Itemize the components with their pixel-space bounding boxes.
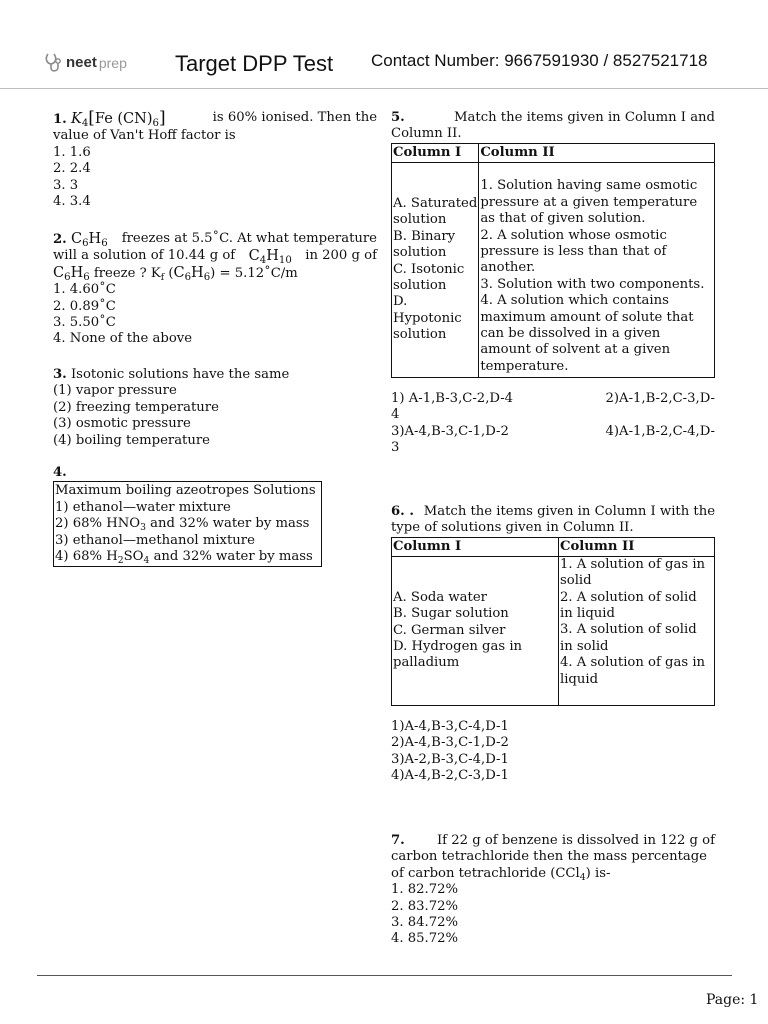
question-3-number: 3. <box>53 367 67 382</box>
question-1-stem-line2: value of Van't Hoff factor is <box>53 128 236 144</box>
question-3-stem-text: Isotonic solutions have the same <box>66 367 290 382</box>
stethoscope-icon <box>44 52 64 74</box>
formula-c4h10: $C_4H_{10}$ <box>248 248 292 267</box>
question-5-option: 1) A-1,B-3,C-2,D-4 <box>391 390 514 406</box>
logo-neet-text: neet <box>66 53 97 71</box>
question-1-stem-rest: is 60% ionised. Then the <box>212 110 377 125</box>
question-1 <box>53 110 377 210</box>
question-5-number: 5. <box>391 110 405 125</box>
question-6-number: 6. . <box>391 504 414 519</box>
question-7-option: 2. 83.72% <box>391 898 459 914</box>
question-2-stem-line1 <box>53 231 377 248</box>
question-4 <box>53 465 377 567</box>
question-7-stem-line1 <box>391 833 715 849</box>
column-1-cell: A. Soda water B. Sugar solution C. German silver D. Hydrogen gas in palladium <box>392 556 559 705</box>
question-4-option: 1) ethanol—water mixture <box>55 499 231 515</box>
formula-c6h6: $C_6H_6$ <box>173 264 211 283</box>
table-row <box>392 162 715 377</box>
formula-c6h6: $C_6H_6$ <box>70 231 108 249</box>
table-header-row <box>392 537 715 556</box>
question-1-stem-line1 <box>53 110 377 128</box>
question-6-option: 4)A-4,B-2,C-3,D-1 <box>391 768 509 784</box>
formula-c6h6: $C_6H_6$ <box>53 264 90 283</box>
question-3-option: (2) freezing temperature <box>53 399 219 415</box>
question-2-option: 3. 5.50˚C <box>53 315 116 331</box>
question-4-number: 4. <box>53 465 67 480</box>
question-5-option: 2)A-1,B-2,C-3,D- <box>605 390 715 406</box>
question-7-stem: If 22 g of benzene is dissolved in 122 g of <box>436 833 715 848</box>
contact-number: Contact Number: 9667591930 / 8527521718 <box>371 51 708 70</box>
question-2-stem-line2 <box>53 248 377 267</box>
question-5-option: 3)A-4,B-3,C-1,D-2 <box>391 423 509 439</box>
question-3-stem <box>53 367 377 383</box>
question-5-table <box>391 143 715 378</box>
question-1-option: 2. 2.4 <box>53 161 91 177</box>
question-6 <box>391 504 715 784</box>
column-header: Column II <box>559 537 715 556</box>
question-5-option-wrap: 3 <box>391 440 400 456</box>
question-1-option: 1. 1.6 <box>53 144 91 160</box>
question-2-stem-part: freezes at 5.5˚C. At what temperature <box>121 231 377 246</box>
question-4-option: 3) ethanol—methanol mixture <box>55 532 255 548</box>
column-header: Column II <box>479 143 715 162</box>
question-7-option: 1. 82.72% <box>391 882 459 898</box>
column-2-cell: 1. A solution of gas in solid 2. A solution of solid in liquid 3. A solution of solid in solid 4. A solution of gas in liquid <box>559 556 715 705</box>
brand-logo <box>44 52 127 74</box>
page-title: Target DPP Test <box>175 51 334 76</box>
question-3 <box>53 367 377 449</box>
question-2-option: 4. None of the above <box>53 331 193 347</box>
question-7-stem: carbon tetrachloride then the mass percentage <box>391 849 707 865</box>
question-6-stem-line1 <box>391 504 715 520</box>
question-6-option: 2)A-4,B-3,C-1,D-2 <box>391 735 509 751</box>
column-1-cell: A. Saturated solution B. Binary solution C. Isotonic solution D. Hypotonic solution <box>392 162 479 377</box>
question-2-stem-part: ) = 5.12˚C/m <box>210 265 298 281</box>
column-header: Column I <box>392 143 479 162</box>
question-7-number: 7. <box>391 833 405 848</box>
question-6-table <box>391 537 715 706</box>
page-number: Page: 1 <box>706 992 759 1008</box>
question-2-stem-line3: $C_6H_6$ freeze ? $K_f$ $(C_6H_6)$ = 5.12˚C/m <box>53 264 298 283</box>
question-7-stem: of carbon tetrachloride (CCl$_4$) is- <box>391 865 611 883</box>
question-3-option: (1) vapor pressure <box>53 383 177 399</box>
question-6-option: 1)A-4,B-3,C-4,D-1 <box>391 718 509 734</box>
table-header-row <box>392 143 715 162</box>
column-2-cell: 1. Solution having same osmotic pressure at a given temperature as that of given solution. 2. A solution whose osmotic pressure is less than that of another. 3. Solution with two components. 4. A solution which contains maximum amount of solute that can be dissolved in a given amount of solvent at a given temperature. <box>479 162 715 377</box>
question-1-formula: $K_4[Fe$ $(CN)_6$] <box>70 108 166 129</box>
question-1-option: 4. 3.4 <box>53 194 91 210</box>
question-2-stem-part: in 200 g of <box>305 248 377 264</box>
question-4-option: 2) 68% $HNO_3$ and 32% water by mass <box>55 516 310 534</box>
question-3-option: (3) osmotic pressure <box>53 416 191 432</box>
question-6-option: 3)A-2,B-3,C-4,D-1 <box>391 751 509 767</box>
column-header: Column I <box>392 537 559 556</box>
header-divider <box>0 88 768 89</box>
question-2-stem-part: ( <box>164 265 174 281</box>
question-4-option: 4) 68% $H_2SO_4$ and 32% water by mass <box>55 549 313 567</box>
question-2-option: 1. 4.60˚C <box>53 282 116 298</box>
question-6-stem: type of solutions given in Column II. <box>391 520 634 536</box>
question-2-stem-part: freeze ? K <box>89 265 161 281</box>
question-5-option-wrap: 4 <box>391 407 400 423</box>
table-row <box>392 556 715 705</box>
question-3-option: (4) boiling temperature <box>53 432 210 448</box>
question-7-option: 4. 85.72% <box>391 931 459 947</box>
question-4-heading: Maximum boiling azeotropes Solutions <box>55 483 316 499</box>
question-5 <box>391 110 715 456</box>
question-2-stem-part: will a solution of 10.44 g of <box>53 248 236 264</box>
question-6-options <box>391 719 715 785</box>
question-1-number: 1. <box>53 112 67 127</box>
question-2-number: 2. <box>53 232 67 247</box>
question-7 <box>391 833 715 948</box>
footer-divider <box>37 975 732 976</box>
question-5-stem-line1 <box>391 110 715 126</box>
question-5-options <box>391 391 715 457</box>
question-6-stem: Match the items given in Column I with the <box>423 504 715 519</box>
question-5-option: 4)A-1,B-2,C-4,D- <box>605 423 715 439</box>
question-7-option: 3. 84.72% <box>391 915 459 931</box>
question-2-option: 2. 0.89˚C <box>53 298 116 314</box>
question-5-stem: Column II. <box>391 126 462 142</box>
logo-prep-text: prep <box>98 54 127 71</box>
question-5-stem: Match the items given in Column I and <box>454 110 715 125</box>
question-1-option: 3. 3 <box>53 177 79 193</box>
question-2 <box>53 231 377 348</box>
question-4-box <box>53 481 322 567</box>
